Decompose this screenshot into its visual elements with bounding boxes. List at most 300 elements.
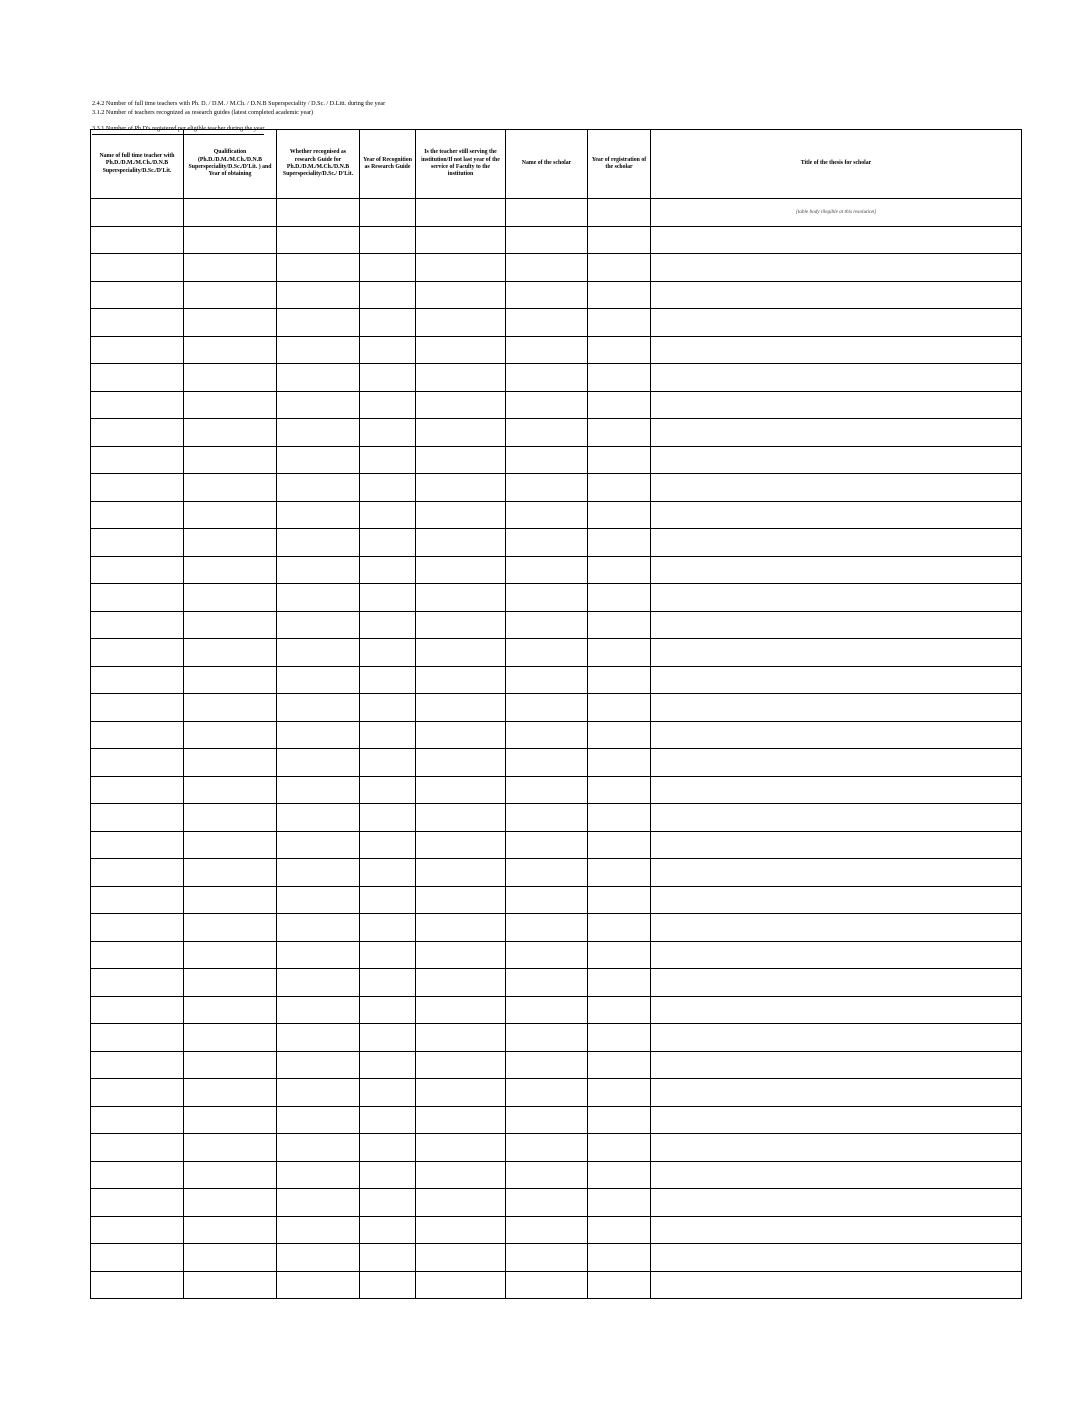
table-cell: [506, 1189, 588, 1217]
table-row: [91, 1189, 1022, 1217]
table-header-row: [91, 130, 1022, 199]
table-cell: [506, 584, 588, 612]
table-cell: [360, 996, 416, 1024]
table-cell: [416, 611, 506, 639]
table-cell: [588, 281, 651, 309]
table-cell: [277, 336, 360, 364]
table-cell: [184, 1189, 277, 1217]
table-cell: [506, 254, 588, 282]
table-cell: [651, 1079, 1022, 1107]
table-cell: [277, 309, 360, 337]
table-cell: [588, 996, 651, 1024]
table-cell: [360, 694, 416, 722]
table-cell: [506, 996, 588, 1024]
table-cell: [588, 639, 651, 667]
table-cell: [651, 749, 1022, 777]
table-cell: [651, 804, 1022, 832]
table-cell: [506, 611, 588, 639]
table-cell: [277, 639, 360, 667]
table-cell: [506, 749, 588, 777]
table-cell: [588, 391, 651, 419]
table-cell: [651, 831, 1022, 859]
table-cell: [416, 556, 506, 584]
table-cell: [651, 1134, 1022, 1162]
table-cell: [360, 254, 416, 282]
table-cell: [651, 226, 1022, 254]
table-cell: [277, 859, 360, 887]
table-cell: [184, 804, 277, 832]
table-cell: [651, 419, 1022, 447]
table-cell: [277, 1106, 360, 1134]
table-cell: [588, 1134, 651, 1162]
table-cell: [416, 639, 506, 667]
table-row: [91, 831, 1022, 859]
table-cell: [277, 446, 360, 474]
table-cell: [91, 859, 184, 887]
table-cell: [506, 446, 588, 474]
table-cell: [91, 1079, 184, 1107]
table-cell: [588, 556, 651, 584]
table-cell: [360, 364, 416, 392]
table-cell: [360, 1051, 416, 1079]
table-cell: [651, 1051, 1022, 1079]
illegible-note: [table body illegible at this resolution]: [651, 199, 1022, 227]
table-row: [91, 336, 1022, 364]
table-cell: [506, 639, 588, 667]
table-cell: [416, 336, 506, 364]
table-cell: [651, 1106, 1022, 1134]
table-cell: [416, 804, 506, 832]
table-row: [91, 309, 1022, 337]
col-header-still-serving: Is the teacher still serving the institution/If not last year of the service of Faculty to the institution: [416, 130, 506, 199]
table-cell: [91, 226, 184, 254]
table-cell: [651, 1024, 1022, 1052]
table-cell: [506, 1271, 588, 1299]
table-cell: [416, 721, 506, 749]
table-cell: [184, 391, 277, 419]
table-cell: [360, 831, 416, 859]
table-cell: [416, 226, 506, 254]
table-cell: [91, 611, 184, 639]
table-cell: [277, 226, 360, 254]
table-cell: [360, 611, 416, 639]
table-cell: [360, 721, 416, 749]
table-cell: [506, 501, 588, 529]
table-cell: [184, 1051, 277, 1079]
table-cell: [506, 1134, 588, 1162]
table-cell: [277, 1271, 360, 1299]
table-cell: [277, 914, 360, 942]
table-cell: [506, 1216, 588, 1244]
table-cell: [360, 336, 416, 364]
table-cell: [651, 886, 1022, 914]
table-cell: [651, 721, 1022, 749]
table-cell: [184, 309, 277, 337]
table-cell: [506, 804, 588, 832]
table-cell: [416, 199, 506, 227]
table-cell: [277, 1189, 360, 1217]
table-cell: [277, 804, 360, 832]
table-row: [91, 1051, 1022, 1079]
table-cell: [91, 1161, 184, 1189]
table-cell: [91, 529, 184, 557]
table-cell: [184, 336, 277, 364]
table-cell: [277, 611, 360, 639]
table-cell: [416, 776, 506, 804]
table-cell: [506, 941, 588, 969]
table-cell: [277, 776, 360, 804]
title-3-3-1: 3.3.1 Number of Ph.D's registered per eligible teacher during the year: [92, 124, 264, 135]
table-cell: [416, 501, 506, 529]
table-cell: [91, 474, 184, 502]
table-cell: [277, 501, 360, 529]
table-cell: [277, 474, 360, 502]
table-cell: [91, 501, 184, 529]
table-cell: [184, 556, 277, 584]
table-cell: [360, 749, 416, 777]
table-cell: [277, 529, 360, 557]
table-cell: [360, 1079, 416, 1107]
table-row: [91, 941, 1022, 969]
table-cell: [91, 364, 184, 392]
table-cell: [360, 776, 416, 804]
table-row: [91, 1134, 1022, 1162]
col-header-qualification: Qualification (Ph.D./D.M./M.Ch./D.N.B Superspeciality/D.Sc./D'Lit. ) and Year of obtaining: [184, 130, 277, 199]
table-cell: [588, 501, 651, 529]
table-cell: [91, 886, 184, 914]
table-cell: [416, 1079, 506, 1107]
table-cell: [360, 501, 416, 529]
table-cell: [651, 474, 1022, 502]
table-cell: [184, 886, 277, 914]
table-cell: [184, 859, 277, 887]
table-cell: [360, 446, 416, 474]
table-cell: [506, 859, 588, 887]
table-cell: [506, 1024, 588, 1052]
table-cell: [277, 666, 360, 694]
table-cell: [360, 1106, 416, 1134]
table-cell: [91, 336, 184, 364]
table-cell: [184, 364, 277, 392]
table-cell: [184, 419, 277, 447]
table-cell: [588, 1216, 651, 1244]
table-cell: [588, 309, 651, 337]
table-cell: [588, 941, 651, 969]
table-cell: [360, 281, 416, 309]
table-cell: [416, 969, 506, 997]
table-cell: [184, 254, 277, 282]
table-cell: [416, 996, 506, 1024]
table-cell: [184, 1079, 277, 1107]
table-row: [91, 226, 1022, 254]
table-cell: [91, 556, 184, 584]
table-cell: [360, 969, 416, 997]
table-cell: [277, 969, 360, 997]
table-cell: [277, 749, 360, 777]
table-cell: [588, 969, 651, 997]
table-row: [91, 804, 1022, 832]
table-cell: [416, 474, 506, 502]
table-cell: [360, 556, 416, 584]
table-cell: [91, 1024, 184, 1052]
table-cell: [416, 446, 506, 474]
table-row: [91, 584, 1022, 612]
table-cell: [588, 1189, 651, 1217]
table-cell: [184, 1244, 277, 1272]
table-cell: [588, 226, 651, 254]
table-cell: [588, 1161, 651, 1189]
table-cell: [651, 969, 1022, 997]
table-row: [91, 886, 1022, 914]
table-row: [91, 501, 1022, 529]
table-cell: [277, 886, 360, 914]
table-cell: [277, 831, 360, 859]
table-cell: [416, 914, 506, 942]
table-cell: [277, 1134, 360, 1162]
table-cell: [651, 309, 1022, 337]
table-cell: [651, 584, 1022, 612]
table-cell: [184, 584, 277, 612]
table-cell: [506, 309, 588, 337]
table-cell: [360, 1271, 416, 1299]
table-cell: [184, 721, 277, 749]
table-cell: [277, 694, 360, 722]
table-cell: [416, 1189, 506, 1217]
table-cell: [588, 914, 651, 942]
table-cell: [184, 666, 277, 694]
table-cell: [506, 226, 588, 254]
table-cell: [651, 556, 1022, 584]
table-cell: [506, 1079, 588, 1107]
table-row: [91, 969, 1022, 997]
table-row: [91, 1271, 1022, 1299]
table-cell: [360, 886, 416, 914]
table-cell: [91, 694, 184, 722]
table-cell: [651, 611, 1022, 639]
table-cell: [360, 941, 416, 969]
table-cell: [184, 776, 277, 804]
table-cell: [91, 666, 184, 694]
table-row: [91, 1161, 1022, 1189]
table-row: [91, 474, 1022, 502]
table-cell: [588, 1051, 651, 1079]
table-cell: [651, 996, 1022, 1024]
col-header-teacher: Name of full time teacher with Ph.D./D.M./M.Ch./D.N.B Superspeciality/D.Sc./D'Lit.: [91, 130, 184, 199]
table-cell: [651, 1271, 1022, 1299]
table-cell: [360, 666, 416, 694]
table-cell: [184, 969, 277, 997]
table-cell: [588, 886, 651, 914]
table-cell: [91, 996, 184, 1024]
table-cell: [277, 941, 360, 969]
table-cell: [184, 749, 277, 777]
table-cell: [416, 529, 506, 557]
table-cell: [506, 969, 588, 997]
table-cell: [506, 199, 588, 227]
table-cell: [416, 1271, 506, 1299]
table-cell: [91, 419, 184, 447]
table-cell: [360, 474, 416, 502]
table-cell: [506, 1051, 588, 1079]
table-cell: [416, 1106, 506, 1134]
table-row: [91, 1244, 1022, 1272]
table-cell: [506, 1106, 588, 1134]
table-cell: [416, 749, 506, 777]
table-cell: [360, 199, 416, 227]
table-row: [91, 996, 1022, 1024]
table-cell: [91, 1244, 184, 1272]
table-cell: [91, 1271, 184, 1299]
table-cell: [651, 501, 1022, 529]
table-cell: [416, 1216, 506, 1244]
table-cell: [360, 309, 416, 337]
table-cell: [588, 1106, 651, 1134]
table-cell: [277, 199, 360, 227]
table-cell: [360, 914, 416, 942]
table-cell: [416, 1161, 506, 1189]
table-cell: [651, 336, 1022, 364]
table-row: [91, 611, 1022, 639]
table-cell: [91, 639, 184, 667]
table-row: [91, 694, 1022, 722]
table-cell: [588, 776, 651, 804]
table-cell: [184, 639, 277, 667]
table-cell: [360, 1189, 416, 1217]
table-cell: [184, 1161, 277, 1189]
table-cell: [506, 776, 588, 804]
table-cell: [588, 1271, 651, 1299]
table-cell: [588, 584, 651, 612]
table-row: [91, 666, 1022, 694]
table-cell: [184, 474, 277, 502]
table-cell: [360, 391, 416, 419]
table-cell: [91, 281, 184, 309]
table-row: [91, 529, 1022, 557]
table-cell: [651, 446, 1022, 474]
teachers-table: [90, 129, 1022, 1299]
table-cell: [277, 1216, 360, 1244]
table-cell: [360, 226, 416, 254]
table-row: [91, 556, 1022, 584]
table-cell: [184, 996, 277, 1024]
table-cell: [277, 584, 360, 612]
table-row: [91, 1216, 1022, 1244]
table-cell: [506, 831, 588, 859]
table-cell: [506, 1244, 588, 1272]
table-cell: [91, 446, 184, 474]
table-cell: [588, 859, 651, 887]
table-row: [91, 749, 1022, 777]
table-cell: [588, 1079, 651, 1107]
table-cell: [277, 721, 360, 749]
table-cell: [506, 474, 588, 502]
table-cell: [506, 419, 588, 447]
table-cell: [91, 199, 184, 227]
table-cell: [184, 941, 277, 969]
table-cell: [588, 199, 651, 227]
table-cell: [360, 1216, 416, 1244]
table-cell: [416, 666, 506, 694]
table-cell: [91, 914, 184, 942]
table-cell: [416, 1024, 506, 1052]
table-cell: [277, 281, 360, 309]
table-cell: [506, 721, 588, 749]
col-header-thesis: Title of the thesis for scholar: [651, 130, 1022, 199]
table-cell: [360, 639, 416, 667]
table-cell: [506, 364, 588, 392]
table-cell: [184, 831, 277, 859]
table-cell: [588, 694, 651, 722]
table-cell: [277, 1079, 360, 1107]
table-cell: [651, 281, 1022, 309]
table-row: [91, 199, 1022, 227]
table-cell: [91, 749, 184, 777]
table-row: [91, 281, 1022, 309]
table-cell: [277, 1051, 360, 1079]
table-cell: [588, 749, 651, 777]
col-header-guide: Whether recognised as research Guide for Ph.D./D.M./M.Ch./D.N.B Superspeciality/D.Sc./ D'Lit.: [277, 130, 360, 199]
table-cell: [506, 529, 588, 557]
table-cell: [651, 364, 1022, 392]
table-cell: [277, 1161, 360, 1189]
table-cell: [91, 776, 184, 804]
table-cell: [91, 1051, 184, 1079]
table-cell: [360, 1134, 416, 1162]
table-cell: [651, 694, 1022, 722]
table-cell: [277, 419, 360, 447]
table-cell: [91, 1189, 184, 1217]
table-cell: [416, 1134, 506, 1162]
table-cell: [506, 281, 588, 309]
table-cell: [588, 804, 651, 832]
table-cell: [588, 1244, 651, 1272]
table-cell: [91, 831, 184, 859]
table-cell: [506, 391, 588, 419]
table-cell: [360, 1024, 416, 1052]
table-cell: [416, 886, 506, 914]
table-cell: [91, 1216, 184, 1244]
table-row: [91, 446, 1022, 474]
table-cell: [277, 364, 360, 392]
table-cell: [651, 941, 1022, 969]
table-cell: [91, 969, 184, 997]
table-cell: [91, 254, 184, 282]
col-header-year-recognition: Year of Recognition as Research Guide: [360, 130, 416, 199]
table-cell: [588, 721, 651, 749]
table-cell: [416, 391, 506, 419]
table-cell: [91, 584, 184, 612]
table-cell: [416, 364, 506, 392]
table-cell: [588, 336, 651, 364]
table-cell: [651, 776, 1022, 804]
table-cell: [277, 556, 360, 584]
table-cell: [651, 1244, 1022, 1272]
table-cell: [360, 584, 416, 612]
table-cell: [651, 529, 1022, 557]
table-row: [91, 364, 1022, 392]
table-cell: [588, 419, 651, 447]
table-cell: [360, 1161, 416, 1189]
table-cell: [651, 639, 1022, 667]
table-cell: [360, 1244, 416, 1272]
table-cell: [588, 474, 651, 502]
table-cell: [588, 529, 651, 557]
table-cell: [184, 529, 277, 557]
table-cell: [506, 666, 588, 694]
table-cell: [416, 859, 506, 887]
table-cell: [277, 391, 360, 419]
table-cell: [184, 611, 277, 639]
